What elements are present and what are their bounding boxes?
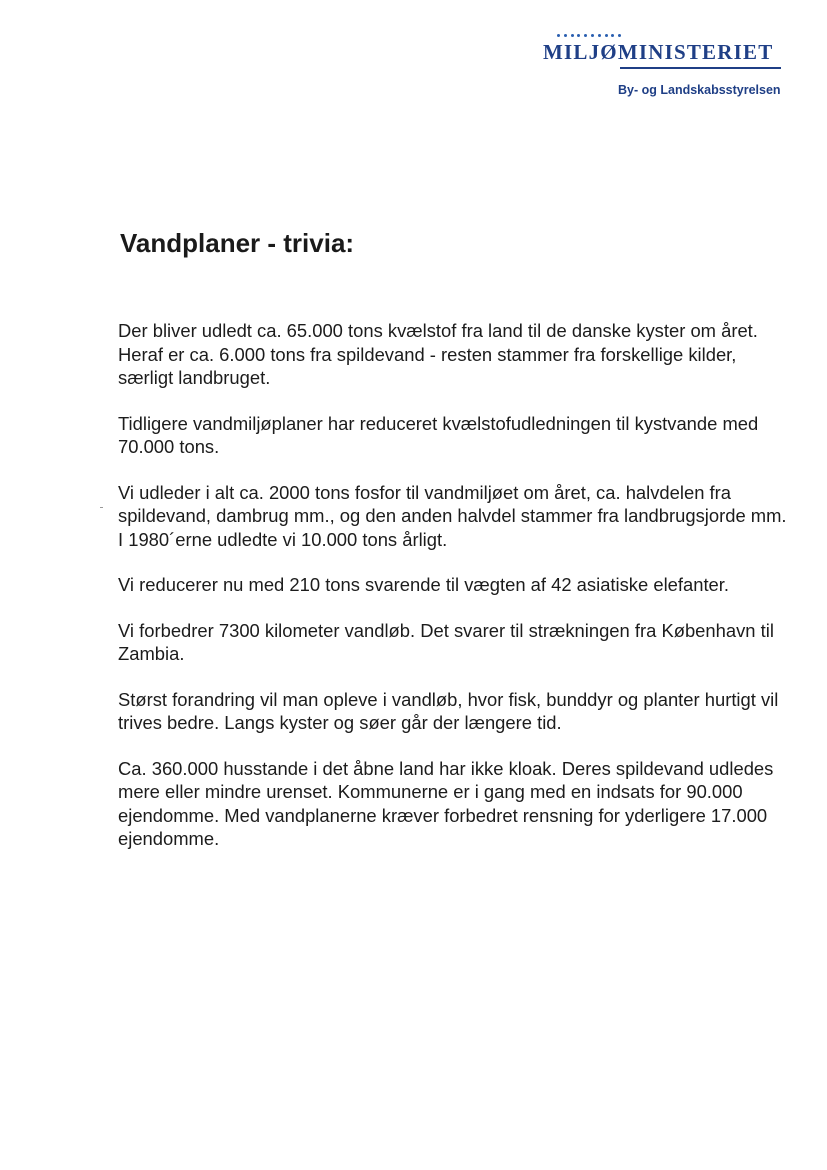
paragraph-previous-plans: Tidligere vandmiljøplaner har reduceret kvælstofudledningen til kystvande med 70.000 tons.	[118, 412, 759, 457]
scan-margin-mark	[100, 507, 103, 508]
document-body	[118, 319, 790, 873]
paragraph-elephants: Vi reducerer nu med 210 tons svarende til vægten af 42 asiatiske elefanter.	[118, 574, 730, 595]
letterhead-dots-decoration	[557, 34, 621, 37]
ministry-logo-text: MILJØMINISTERIET	[543, 40, 774, 64]
paragraph-biggest-change: Størst forandring vil man opleve i vandløb, hvor fisk, bunddyr og planter hurtigt vil trives bedre. Langs kyster og søer går der længere tid.	[118, 688, 779, 733]
logo-underline	[620, 67, 781, 69]
paragraph-streams: Vi forbedrer 7300 kilometer vandløb. Det svarer til strækningen fra København til Zambia.	[118, 619, 774, 664]
paragraph-households: Ca. 360.000 husstande i det åbne land har ikke kloak. Deres spildevand udledes mere eller mindre urenset. Kommunerne er i gang med en indsats for 90.000 ejendomme. Med vandplanerne kræver forbedret rensning for yderligere 17.000 ejendomme.	[118, 757, 774, 849]
paragraph-nitrogen: Der bliver udledt ca. 65.000 tons kvælstof fra land til de danske kyster om året. Heraf er ca. 6.000 tons fra spildevand - resten stammer fra forskellige kilder, særligt landbruget.	[118, 320, 758, 388]
page-title: Vandplaner - trivia:	[120, 228, 355, 258]
paragraph-phosphorus: Vi udleder i alt ca. 2000 tons fosfor til vandmiljøet om året, ca. halvdelen fra spildevand, dambrug mm., og den anden halvdel stammer fra landbrugsjorde mm. I 1980´erne udledte vi 10.000 tons årligt.	[118, 481, 787, 550]
agency-name: By- og Landskabsstyrelsen	[618, 83, 781, 97]
